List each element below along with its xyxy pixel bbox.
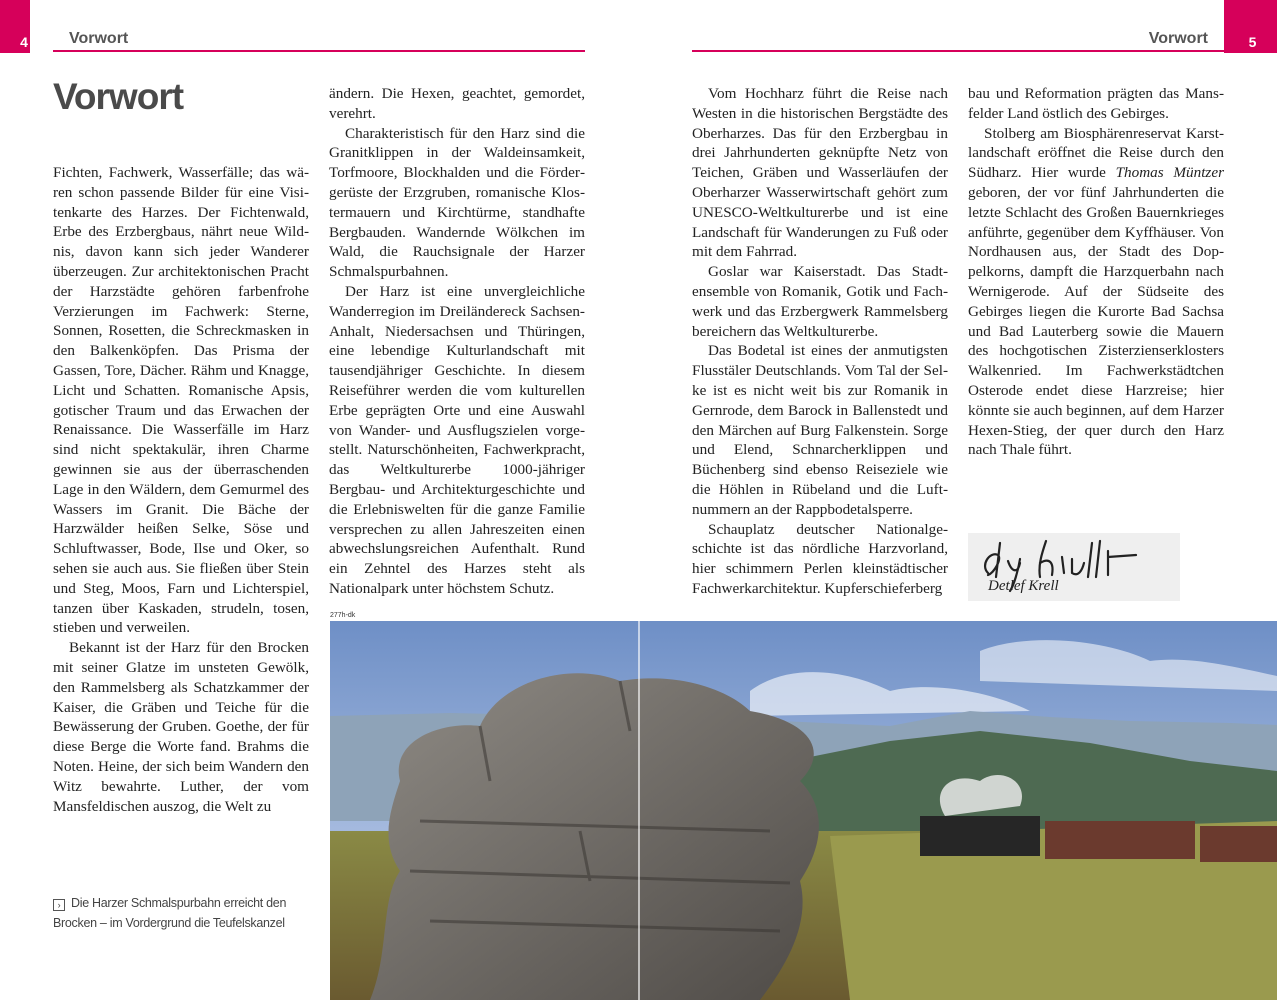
signature-name: Detlef Krell: [988, 578, 1059, 594]
paragraph: Das Bodetal ist eines der anmutigsten Flusstäler Deutschlands. Vom Tal der Selke ist es nicht weit bis zur Romanik in Gernrode, dem Barock in Ballenstedt und den Märchen auf Burg Falkenstein. Sorge und Elend, Schnarcherklippen und Büchenberg sind ebenso Reiseziele wie die Höhlen in Rübeland und die Luftnummern an der Rappbodetalsperre.: [692, 342, 948, 518]
train-car: [1200, 826, 1277, 862]
harz-landscape-photo: [330, 621, 1277, 1000]
paragraph: Charakteristisch für den Harz sind die Granitklippen in der Waldeinsamkeit, Torfmoore, Blockhalden und die Fördergerüste der Erzgruben, romanische Klostermauern und Kirchtürme, standhafte Bergbauden. Wandernde Wölkchen im Wald, die Rauchsignale der Harzer Schmalspurbahnen.: [329, 124, 585, 281]
left-page-number-tab: [0, 0, 30, 53]
train-locomotive: [920, 816, 1040, 856]
text-column-2: [329, 84, 585, 599]
caption-text: Die Harzer Schmalspurbahn erreicht den Brocken – im Vordergrund die Teufelskanzel: [53, 896, 287, 930]
paragraph: Vom Hochharz führt die Reise nach Westen in die historischen Bergstädte des Oberharzes. Das für den Erzbergbau in drei Jahrhunderten geknüpfte Netz von Teichen, Gräben und Wasserläufen der Oberharzer Wasserwirtschaft gehört zum UNESCO-Weltkulturerbe und ist eine Landschaft für Wanderungen zu Fuß oder mit dem Fahrrad.: [692, 85, 948, 261]
arrow-box-icon: ›: [53, 899, 65, 911]
right-page-number: 5: [1248, 34, 1257, 50]
paragraph: Goslar war Kaiserstadt. Das Stadtensemble von Romanik, Gotik und Fachwerk und das Erzbergwerk Rammelsberg bereichern das Weltkulturerbe.: [692, 263, 948, 340]
text-column-3: [692, 84, 948, 599]
paragraph-text: Stolberg am Biosphärenreservat Karstlandschaft eröffnet die Reise durch den Südharz. Hier wurde: [968, 124, 1224, 182]
paragraph: Der Harz ist eine unvergleichliche Wanderregion im Dreiländereck Sachsen-Anhalt, Niedersachsen und Thüringen, eine lebendige Kulturlandschaft mit tausendjähriger Geschichte. In diesem Reiseführer werden die vom kulturellen Erbe geprägten Orte und eine Auswahl von Wander- und Ausflugszielen vorgestellt. Naturschönheiten, Fachwerkpracht, das Weltkulturerbe 1000-jähriger Bergbau- und Architekturgeschichte und die Erlebniswelten für die ganze Familie versprechen zu allen Jahreszeiten einen abwechslungsreichen Aufenthalt. Rund ein Zehntel des Harzes steht als Nationalpark unter höchstem Schutz.: [329, 282, 585, 597]
paragraph: Fichten, Fachwerk, Wasserfälle; das wären schon passende Bilder für eine Visitenkarte des Harzes. Der Fichtenwald, Erbe des Erzbergbaus, nährt neue Wildnis, davon kann sich jeder Wanderer überzeugen. Zur architektonischen Pracht der Harzstädte gehören farbenfrohe Verzierungen im Fachwerk: Sterne, Sonnen, Rosetten, die Schreckmasken in den Balkenköpfen. Das Prisma der Gassen, Tore, Dächer. Rähm und Knagge, Licht und Schatten. Romanische Apsis, gotischer Traum und das Erwachen der Renaissance. Die Wasserfälle im Harz sind nicht spektakulär, ihren Charme gewinnen sie aus der überraschenden Lage in den Wäldern, dem Gemurmel des Wassers im Granit. Die Bäche der Harzwälder heißen Selke, Söse und Schluftwasser, Bode, Ilse und Oker, so sehen sie auch aus. Sie fließen über Stein und Steg, Moos, Farn und Lichterspiel, tanzen über Kaskaden, strudeln, tosen, stieben und verweilen.: [53, 164, 309, 637]
italic-name: Thomas Müntzer: [1115, 164, 1224, 182]
left-running-title: Vorwort: [53, 30, 585, 52]
text-column-1: [53, 163, 309, 816]
paragraph: ändern. Die Hexen, geachtet, gemordet, verehrt.: [329, 85, 585, 122]
page-title: Vorwort: [53, 76, 184, 117]
left-page-number: 4: [20, 34, 28, 50]
paragraph: Schauplatz deutscher Nationalgeschichte ist das nördliche Harzvorland, hier schimmern Perlen kleinstädtischer Fachwerkarchitektur. Kupferschieferberg: [692, 520, 948, 597]
right-page-number-tab: [1224, 0, 1277, 53]
paragraph: Bekannt ist der Harz für den Brocken mit seiner Glatze im unsteten Gewölk, den Rammelsberg als Schatzkammer der Kaiser, die Gräben und Teiche für die Bewässerung der Gruben. Goethe, der für diese Berge die Worte fand. Brahms die Noten. Heine, der sich beim Wandern den Witz bewahrte. Luther, der vom Mansfeldischen auszog, die Welt zu: [53, 639, 309, 815]
paragraph: bau und Reformation prägten das Mansfelder Land östlich des Gebirges.: [968, 85, 1224, 122]
author-signature: [968, 533, 1180, 601]
paragraph-text: geboren, der vor fünf Jahrhunderten die letzte Schlacht des Großen Bauernkrieges anführte, gegenüber dem Kyffhäuser. Von Nordhausen aus, der Stadt des Doppelkorns, dampft die Harzquerbahn nach Wernigerode. Auf der Südseite des Gebirges liegen die Kurorte Bad Sachsa und Bad Lauterberg sowie die Mauern des hochgotischen Zisterzienserklosters Walkenried. Im Fachwerkstädtchen Osterode endet diese Harzreise; hier könnte sie auch beginnen, auf dem Harzer Hexen-Stieg, der quer durch den Harz nach Thale führt.: [968, 183, 1224, 459]
paragraph: [968, 124, 1224, 461]
train-car: [1045, 821, 1195, 859]
text-column-4: [968, 84, 1224, 460]
right-running-title: Vorwort: [692, 30, 1224, 52]
photo-caption: [53, 893, 313, 933]
photo-credit: 277h-dk: [330, 612, 356, 619]
